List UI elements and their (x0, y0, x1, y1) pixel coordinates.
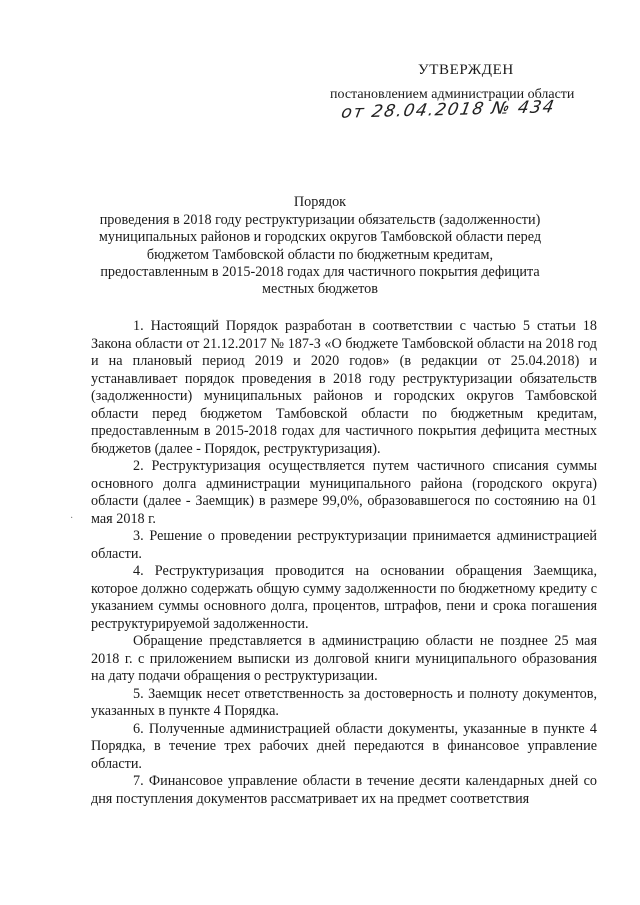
document-title-block (96, 194, 544, 298)
paragraph-6: 6. Полученные администрацией области документы, указанные в пункте 4 Порядка, в течение трех рабочих дней передаются в финансовое управление области. (91, 720, 597, 772)
paragraph-4: 4. Реструктуризация проводится на основании обращения Заемщика, которое должно содержать общую сумму задолженности по бюджетному кредиту с указанием суммы основного долга, процентов, штрафов, пени и срока погашения реструктурируемой задолженности. (91, 563, 597, 632)
paragraph-5: 5. Заемщик несет ответственность за достоверность и полноту документов, указанных в пункте 4 Порядка. (91, 685, 597, 719)
document-title: Порядок (293, 194, 347, 210)
paragraph-1: 1. Настоящий Порядок разработан в соответствии с частью 5 статьи 18 Закона области от 21.12.2017 № 187-З «О бюджете Тамбовской области на 2018 год и на плановый период 2019 и 2020 годов» (в редакции от 25.04.2018) и устанавливает порядок проведения в 2018 году реструктуризации обязательств (задолженности) муниципальных районов и городских округов Тамбовской области перед бюджетом Тамбовской области по бюджетным кредитам, предоставленным в 2015-2018 годах для частичного покрытия дефицита местных бюджетов (далее - Порядок, реструктуризация). (91, 318, 597, 457)
paragraph-3: 3. Решение о проведении реструктуризации принимается администрацией области. (91, 528, 597, 562)
document-body (91, 318, 597, 808)
paragraph-4-continued: Обращение представляется в администрацию области не позднее 25 мая 2018 г. с приложением выписки из долговой книги муниципального образования на дату подачи обращения о реструктуризации. (91, 633, 597, 684)
approved-stamp-text: УТВЕРЖДЕН (418, 62, 514, 78)
paragraph-7: 7. Финансовое управление области в течение десяти календарных дней со дня поступления документов рассматривает их на предмет соответствия (91, 773, 597, 807)
approved-by-line: постановлением администрации области (330, 87, 575, 102)
paragraph-2: 2. Реструктуризация осуществляется путем частичного списания суммы основного долга администрации муниципального района (городского округа) области (далее - Заемщик) в размере 99,0%, образовавшегося по состоянию на 01 мая 2018 г. (91, 458, 597, 527)
document-subtitle: проведения в 2018 году реструктуризации обязательств (задолженности) муниципальных районов и городских округов Тамбовской области перед бюджетом Тамбовской области по бюджетным кредитам, предоставленным в 2015-2018 годах для частичного покрытия дефицита местных бюджетов (98, 212, 542, 298)
handwritten-date-number: от 28.04.2018 № 434 (339, 97, 557, 123)
margin-mark: · (70, 513, 74, 524)
